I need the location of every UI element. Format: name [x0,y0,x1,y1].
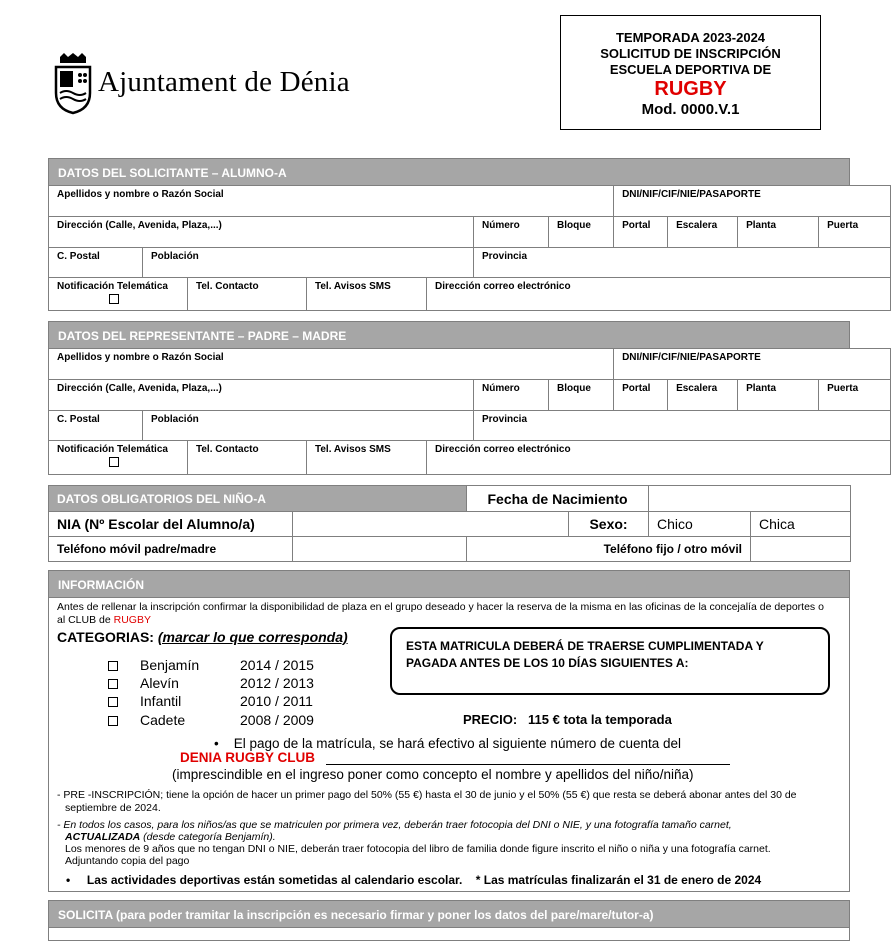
section-header-nino: DATOS OBLIGATORIOS DEL NIÑO-A [49,486,467,512]
field-email[interactable]: Dirección correo electrónico [427,278,891,311]
field-email[interactable]: Dirección correo electrónico [427,441,891,475]
category-checkbox[interactable] [108,661,118,671]
club-name: DENIA RUGBY CLUB [180,750,316,765]
coat-of-arms-icon [52,53,94,115]
category-name: Alevín [140,675,179,691]
info-intro-prefix: al CLUB de [57,614,114,626]
field-cpostal[interactable]: C. Postal [49,411,143,441]
field-planta[interactable]: Planta [738,380,819,411]
finalizaran-text: * Las matrículas finalizarán el 31 de enero de 2024 [475,873,762,887]
option-chico[interactable]: Chico [649,512,751,537]
category-name: Benjamín [140,657,200,673]
notificacion-checkbox[interactable] [109,457,119,467]
field-tel[interactable]: Tel. Contacto [188,278,307,311]
category-years: 2008 / 2009 [240,712,314,728]
fijo-input[interactable] [751,537,851,562]
bullet-icon: • [66,873,71,887]
categorias-hint: (marcar lo que corresponda) [157,629,348,645]
category-checkbox[interactable] [108,679,118,689]
category-name: Infantil [140,693,182,709]
fecha-input[interactable] [649,486,851,512]
pago-label: El pago de la matrícula, se hará efectivo al siguiente número de cuenta del [233,736,682,751]
casos-line1: - En todos los casos, para los niños/as que se matriculen por primera vez, deberán traer fotocopia del DNI o NIE, y una fotografía tamaño carnet, [57,819,732,831]
movil-label: Teléfono móvil padre/madre [49,537,293,562]
field-portal[interactable]: Portal [614,217,668,248]
category-benjamin[interactable] [108,657,314,673]
precio-value: 115 € tota la temporada [528,712,672,727]
field-provincia[interactable]: Provincia [474,248,891,278]
field-bloque[interactable]: Bloque [549,380,614,411]
preinscripcion-line2: septiembre de 2024. [65,802,161,814]
title-line: ESCUELA DEPORTIVA DE [609,62,772,77]
field-portal[interactable]: Portal [614,380,668,411]
matricula-notice: ESTA MATRICULA DEBERÁ DE TRAERSE CUMPLIMENTADA Y PAGADA ANTES DE LOS 10 DÍAS SIGUIENTES A: [390,627,830,695]
field-notificacion[interactable] [49,278,188,311]
sexo-label: Sexo: [569,512,649,537]
categorias-heading [57,629,348,645]
info-intro-line2 [57,614,151,627]
field-cpostal[interactable]: C. Postal [49,248,143,278]
precio-label: PRECIO: [463,712,518,727]
field-provincia[interactable]: Provincia [474,411,891,441]
notificacion-label: Notificación Telemática [57,444,168,455]
field-poblacion[interactable]: Población [143,248,474,278]
casos-line2-rest: (desde categoría Benjamín). [140,831,276,843]
section-header-solicita: SOLICITA (para poder tramitar la inscripción es necesario firmar y poner los datos del pare/mare/tutor-a) [48,900,850,928]
field-planta[interactable]: Planta [738,217,819,248]
title-box [560,15,821,130]
cuenta-line[interactable] [326,764,730,765]
imprescindible-text: (imprescindible en el ingreso poner como concepto el nombre y apellidos del niño/niña) [172,767,694,782]
precio-line [463,712,672,727]
field-nombre[interactable]: Apellidos y nombre o Razón Social [49,186,614,217]
section-header-representante: DATOS DEL REPRESENTANTE – PADRE – MADRE [48,321,850,349]
field-sms[interactable]: Tel. Avisos SMS [307,441,427,475]
fijo-label: Teléfono fijo / otro móvil [467,537,751,562]
field-notificacion[interactable] [49,441,188,475]
sport-name: RUGBY [654,78,727,100]
movil-input[interactable] [293,537,467,562]
field-tel[interactable]: Tel. Contacto [188,441,307,475]
nino-table [48,485,851,562]
category-years: 2014 / 2015 [240,657,314,673]
solicitante-table [48,185,891,311]
field-numero[interactable]: Número [474,217,549,248]
info-intro-line1: Antes de rellenar la inscripción confirmar la disponibilidad de plaza en el grupo deseado y hacer la reserva de la misma en las oficinas de la concejalía de deportes o [57,601,824,613]
category-checkbox[interactable] [108,697,118,707]
category-cadete[interactable] [108,712,314,728]
category-years: 2010 / 2011 [240,693,313,709]
field-direccion[interactable]: Dirección (Calle, Avenida, Plaza,...) [49,217,474,248]
notes-line [66,873,761,887]
nia-label: NIA (Nº Escolar del Alumno/a) [49,512,293,537]
field-sms[interactable]: Tel. Avisos SMS [307,278,427,311]
field-escalera[interactable]: Escalera [668,217,738,248]
adjuntando-text: Adjuntando copia del pago [65,855,190,867]
title-line: TEMPORADA 2023-2024 [615,30,766,45]
field-puerta[interactable]: Puerta [819,380,891,411]
field-dni[interactable]: DNI/NIF/CIF/NIE/PASAPORTE [614,186,891,217]
logo-text: Ajuntament de Dénia [98,66,350,98]
model-number: Mod. 0000.V.1 [641,101,740,118]
field-direccion[interactable]: Dirección (Calle, Avenida, Plaza,...) [49,380,474,411]
notificacion-label: Notificación Telemática [57,281,168,292]
field-dni[interactable]: DNI/NIF/CIF/NIE/PASAPORTE [614,349,891,380]
field-poblacion[interactable]: Población [143,411,474,441]
categorias-label: CATEGORIAS: [57,629,154,645]
field-escalera[interactable]: Escalera [668,380,738,411]
menores-text: Los menores de 9 años que no tengan DNI o NIE, deberán traer fotocopia del libro de familia donde figure inscrito el niño o niña y una fotografía carnet. [65,843,771,855]
field-puerta[interactable]: Puerta [819,217,891,248]
section-header-info: INFORMACIÓN [48,570,850,598]
category-years: 2012 / 2013 [240,675,314,691]
representante-table [48,348,891,475]
bullet-icon: • [214,736,219,751]
pago-text [214,736,681,751]
nia-input[interactable] [293,512,569,537]
category-checkbox[interactable] [108,716,118,726]
fecha-label: Fecha de Nacimiento [467,486,649,512]
field-bloque[interactable]: Bloque [549,217,614,248]
actualizada-text: ACTUALIZADA [65,831,141,843]
field-numero[interactable]: Número [474,380,549,411]
title-line: SOLICITUD DE INSCRIPCIÓN [600,46,781,61]
section-header-solicitante: DATOS DEL SOLICITANTE – ALUMNO-A [48,158,850,186]
category-alevin[interactable] [108,675,314,691]
option-chica[interactable]: Chica [751,512,851,537]
field-nombre[interactable]: Apellidos y nombre o Razón Social [49,349,614,380]
notificacion-checkbox[interactable] [109,294,119,304]
preinscripcion-line1: - PRE -INSCRIPCIÓN; tiene la opción de hacer un primer pago del 50% (55 €) hasta el 30 de junio y el 50% (55 €) que resta se deberá abonar antes del 30 de [57,789,797,801]
category-name: Cadete [140,712,186,728]
category-infantil[interactable] [108,693,313,709]
actividades-text: Las actividades deportivas están sometidas al calendario escolar. [86,873,463,887]
info-intro-club: RUGBY [113,614,151,626]
